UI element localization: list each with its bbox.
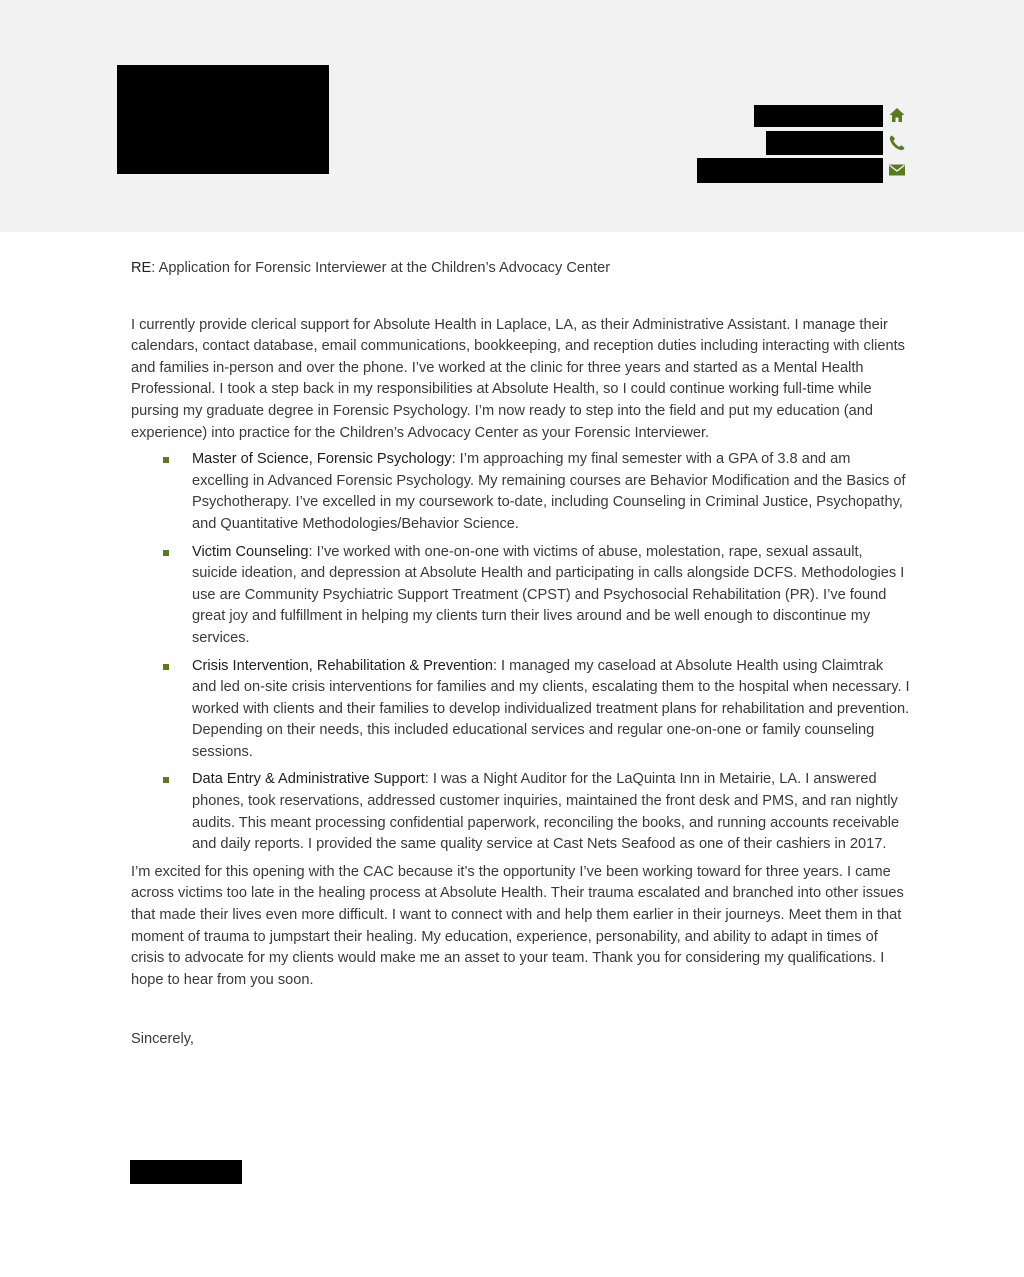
bullet-square-icon xyxy=(163,777,169,783)
bullet-text: : I was a Night Auditor for the LaQuinta Inn in Metairie, LA. I answered phones, took reservations, addressed customer inquiries, maintained the front desk and PMS, and ran nightly audits. This meant processing confidential paperwork, reconciling the books, and running accounts receivable and daily reports. I provided the same quality service at Cast Nets Seafood as one of their cashiers in 2017. xyxy=(192,771,900,853)
bullet-text: : I managed my caseload at Absolute Health using Claimtrak and led on-site crisis interventions for families and my clients, escalating them to the hospital when necessary. I worked with clients and their families to develop individualized treatment plans for rehabilitation and prevention. Depending on their needs, this included educational services and regular one-on-one or family counseling sessions. xyxy=(192,657,910,760)
phone-icon xyxy=(888,134,906,152)
bullet-square-icon xyxy=(163,457,169,463)
list-item xyxy=(192,656,911,764)
subject-line xyxy=(131,258,911,280)
bullet-square-icon xyxy=(163,550,169,556)
closing: Sincerely, xyxy=(131,1031,194,1048)
bullet-title: Victim Counseling xyxy=(192,543,309,560)
bullet-text: : I’ve worked with one-on-one with victims of abuse, molestation, rape, sexual assault, suicide ideation, and depression at Absolute Health and participating in calls alongside DCFS. Methodologies I use are Community Psychiatric Support Treatment (CPST) and Psychosocial Rehabilitation (PR). I’ve found great joy and fulfillment in helping my clients turn their lives around and be well enough to discontinue my services. xyxy=(192,543,905,646)
letter-body xyxy=(131,258,911,1066)
bullet-text: : I’m approaching my final semester with a GPA of 3.8 and am excelling in Advanced Forensic Psychology. My remaining courses are Behavior Modification and the Basics of Psychotherapy. I’ve excelled in my coursework to-date, including Counseling in Criminal Justice, Psychopathy, and Quantitative Methodologies/Behavior Science. xyxy=(192,451,906,532)
envelope-icon xyxy=(888,161,906,179)
redacted-address xyxy=(754,105,883,127)
letterhead xyxy=(0,0,1024,232)
redacted-name xyxy=(117,65,329,174)
list-item xyxy=(192,769,911,855)
redacted-email xyxy=(697,158,883,183)
intro-paragraph: I currently provide clerical support for Absolute Health in Laplace, LA, as their Administrative Assistant. I manage their calendars, contact database, email communications, bookkeeping, and reception duties including interacting with clients and families in-person and over the phone. I’ve worked at the clinic for three years and started as a Mental Health Professional. I took a step back in my responsibilities at Absolute Health, so I could continue working full-time while pursing my graduate degree in Forensic Psychology. I’m now ready to step into the field and put my education (and experience) into practice for the Children’s Advocacy Center as your Forensic Interviewer. xyxy=(131,316,905,441)
bullet-square-icon xyxy=(163,664,169,670)
bullet-title: Master of Science, Forensic Psychology xyxy=(192,451,452,468)
home-icon xyxy=(888,106,906,124)
subject-label: RE xyxy=(131,260,152,276)
qualifications-list xyxy=(131,449,911,856)
list-item xyxy=(192,449,911,535)
list-item xyxy=(192,542,911,650)
redacted-phone xyxy=(766,131,883,155)
subject-text: : Application for Forensic Interviewer at the Children’s Advocacy Center xyxy=(151,260,611,276)
redacted-signature xyxy=(130,1160,242,1184)
bullet-title: Crisis Intervention, Rehabilitation & Prevention xyxy=(192,657,493,674)
bullet-title: Data Entry & Administrative Support xyxy=(192,771,425,788)
conclusion-paragraph: I’m excited for this opening with the CAC because it’s the opportunity I’ve been working toward for three years. I came across victims too late in the healing process at Absolute Health. Their trauma escalated and branched into other issues that made their lives even more difficult. I want to connect with and help them earlier in their journeys. Meet them in that moment of trauma to jumpstart their healing. My education, experience, personability, and ability to adapt in times of crisis to advocate for my clients would make me an asset to your team. Thank you for considering my qualifications. I hope to hear from you soon. xyxy=(131,863,904,988)
